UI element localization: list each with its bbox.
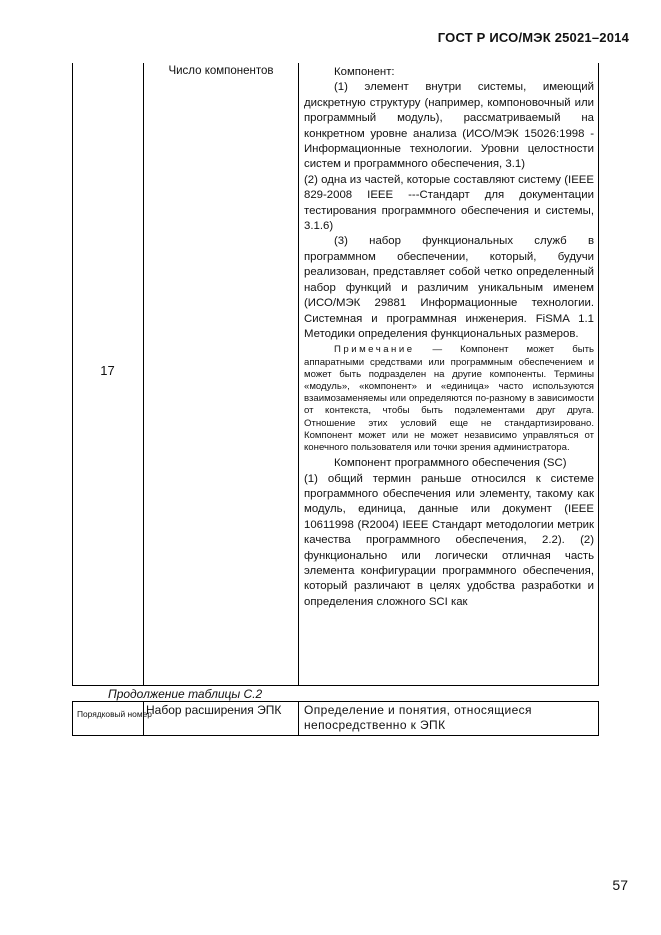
table-continuation-caption: Продолжение таблицы С.2: [108, 687, 263, 701]
header-border-bottom: [72, 735, 599, 736]
header-col-extension-set: Набор расширения ЭПК: [146, 703, 282, 717]
definition-cell: [304, 65, 594, 610]
header-divider-2: [298, 701, 299, 736]
page-number: 57: [612, 877, 628, 893]
note-paragraph: [304, 344, 594, 454]
definition-line: Компонент:: [334, 66, 395, 78]
definition-paragraph-1: (1) элемент внутри системы, имеющий дискретную структуру (например, компоновочный или программный модуль), рассматриваемый на конкретном уровне анализа (ИСО/МЭК 15026:1998 - Информационные технологии. Уровни целостности систем и программного обеспечения, 3.1): [304, 81, 594, 171]
sc-title: Компонент программного обеспечения (SC): [334, 457, 567, 470]
table-border-bottom: [72, 685, 599, 686]
header-col-number: Порядковый номер: [77, 709, 152, 719]
definition-paragraph-3: (3) набор функциональных служб в программном обеспечении, который, будучи реализован, представляет собой четко определенный набор функций и различим уникальным именем (ИСО/МЭК 29881 Информационные технологии. Системная и программная инженерия. FiSMA 1.1 Методики определения функциональных размеров.: [304, 235, 594, 340]
document-header: ГОСТ Р ИСО/МЭК 25021–2014: [437, 30, 629, 45]
measure-name: Число компонентов: [168, 65, 274, 77]
header-border-top: [72, 701, 599, 702]
sc-definition: (1) общий термин раньше относился к системе программного обеспечения или элементу, такому как модуль, единица, данные или документ (IEEE 10611998 (R2004) IEEE Стандарт методологии метрик качества программного обеспечения, 2.2). (2) функционально или логически отличная часть элемента конфигурации программного обеспечения, который различают в целях удобства разработки и определения сложного SCI как: [304, 472, 594, 608]
column-divider-1: [143, 63, 144, 686]
header-border-right: [598, 701, 599, 736]
header-col-definition: Определение и понятия, относящиеся непосредственно к ЭПК: [304, 703, 532, 732]
note-label: Примечание: [334, 344, 415, 356]
standards-table: [72, 63, 599, 686]
definition-paragraph-2: (2) одна из частей, которые составляют систему (IEEE 829-2008 IEEE ---Стандарт для документации тестирования программного обеспечения и системы, 3.1.6): [304, 173, 594, 233]
column-divider-2: [298, 63, 299, 686]
note-text: — Компонент может быть аппаратными средствами или программным обеспечением и может быть подразделен на другие компоненты. Термины «модуль», «компонент» и «единица» часто используются взаимозаменяемы или определяются по-разному в зависимости от контекста, чтобы быть подэлементами друг друга. Отношение этих условий еще не стандартизировано. Компонент может или не может независимо управляться от конечного пользователя или точки зрения администратора.: [304, 344, 594, 453]
header-border-left: [72, 701, 73, 736]
row-number: 17: [100, 363, 115, 378]
table-border-right: [598, 63, 599, 686]
continuation-header-table: [72, 701, 599, 736]
